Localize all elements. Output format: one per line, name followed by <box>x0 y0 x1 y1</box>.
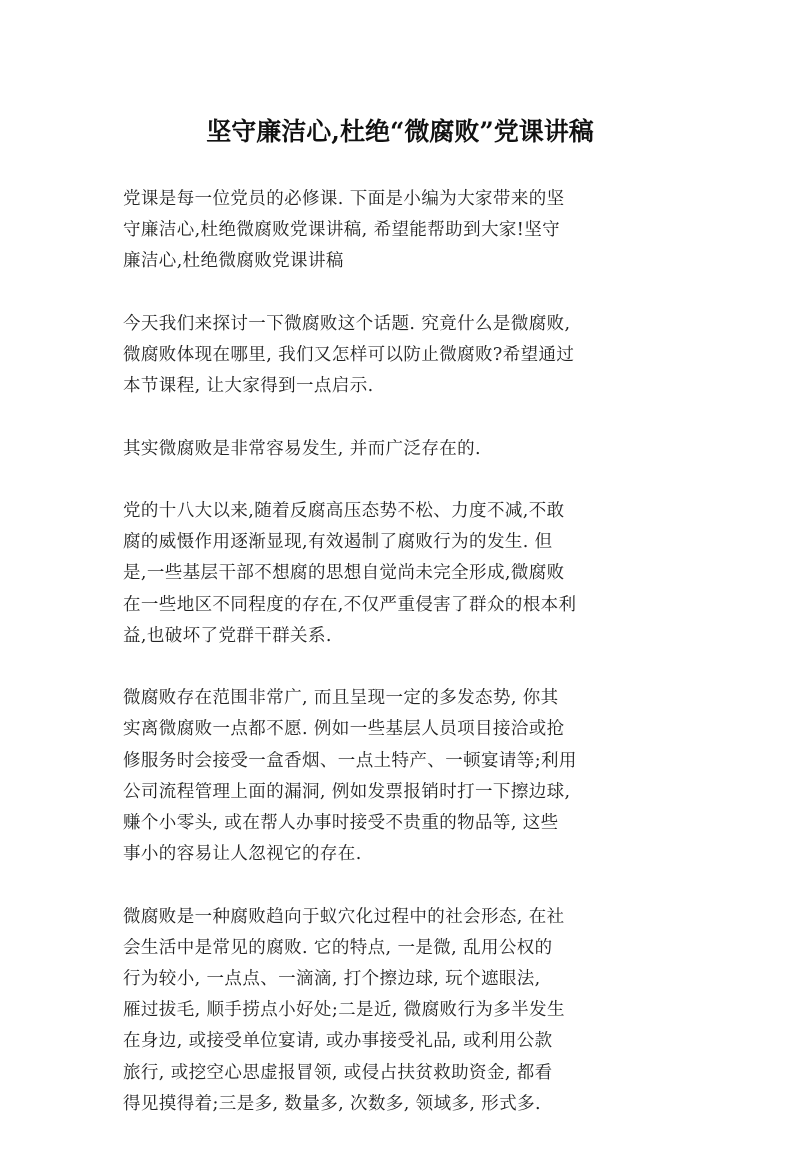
text-line: 公司流程管理上面的漏洞, 例如发票报销时打一下擦边球, <box>123 781 571 802</box>
text-line: 事小的容易让人忽视它的存在. <box>123 844 362 865</box>
text-line: 雁过拔毛, 顺手捞点小好处;二是近, 微腐败行为多半发生 <box>123 1000 565 1021</box>
text-line: 微腐败体现在哪里, 我们又怎样可以防止微腐败?希望通过 <box>123 345 575 365</box>
text-line: 守廉洁心,杜绝微腐败党课讲稿, 希望能帮助到大家!坚守 <box>123 220 561 241</box>
text-line: 赚个小零头, 或在帮人办事时接受不贵重的物品等, 这些 <box>123 813 559 833</box>
text-line: 微腐败是一种腐败趋向于蚁穴化过程中的社会形态, 在社 <box>123 906 565 927</box>
text-line: 腐的威慑作用逐渐显现,有效遏制了腐败行为的发生. 但 <box>123 532 553 553</box>
text-line: 行为较小, 一点点、一滴滴, 打个擦边球, 玩个遮眼法, <box>123 969 541 989</box>
paragraph-background <box>123 496 679 652</box>
text-line: 廉洁心,杜绝微腐败党课讲稿 <box>123 251 344 272</box>
text-line: 旅行, 或挖空心思虚报冒领, 或侵占扶贫救助资金, 都看 <box>123 1062 553 1083</box>
document-body <box>123 184 679 1151</box>
text-line: 会生活中是常见的腐败. 它的特点, 一是微, 乱用公权的 <box>123 937 553 958</box>
paragraph-prevalence <box>123 434 679 465</box>
text-line: 是,一些基层干部不想腐的思想自觉尚未完全形成,微腐败 <box>123 563 565 584</box>
text-line: 得见摸得着;三是多, 数量多, 次数多, 领域多, 形式多. <box>123 1093 541 1114</box>
text-line: 今天我们来探讨一下微腐败这个话题. 究竟什么是微腐败, <box>123 313 571 334</box>
paragraph-examples <box>123 683 679 870</box>
paragraph-intro <box>123 184 679 278</box>
text-line: 实离微腐败一点都不愿. 例如一些基层人员项目接洽或抢 <box>123 719 565 740</box>
document-title: 坚守廉洁心,杜绝“微腐败”党课讲稿 <box>206 117 594 146</box>
text-line: 微腐败存在范围非常广, 而且呈现一定的多发态势, 你其 <box>123 688 559 709</box>
paragraph-characteristics <box>123 902 679 1120</box>
text-line: 益,也破坏了党群干群关系. <box>123 625 332 646</box>
text-line: 党的十八大以来,随着反腐高压态势不松、力度不减,不敢 <box>123 500 565 521</box>
text-line: 修服务时会接受一盒香烟、一点土特产、一顿宴请等;利用 <box>123 750 577 771</box>
paragraph-topic <box>123 309 679 403</box>
text-line: 党课是每一位党员的必修课. 下面是小编为大家带来的坚 <box>123 189 565 209</box>
text-line: 在一些地区不同程度的存在,不仅严重侵害了群众的根本利 <box>123 594 577 615</box>
text-line: 本节课程, 让大家得到一点启示. <box>123 376 374 397</box>
text-line: 其实微腐败是非常容易发生, 并而广泛存在的. <box>123 438 481 459</box>
text-line: 在身边, 或接受单位宴请, 或办事接受礼品, 或利用公款 <box>123 1031 553 1052</box>
